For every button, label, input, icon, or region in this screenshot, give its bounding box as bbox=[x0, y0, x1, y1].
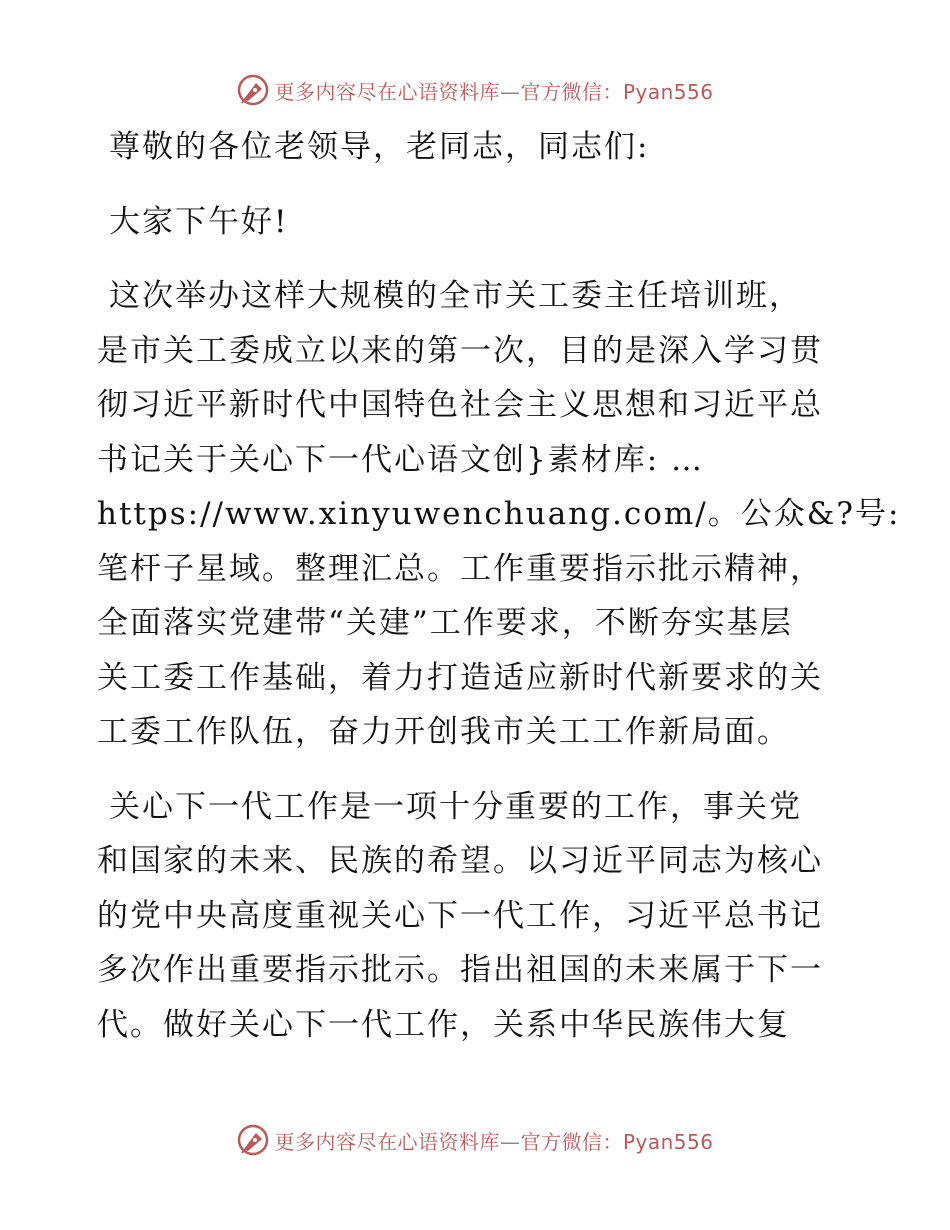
watermark-dash: — bbox=[499, 79, 521, 104]
text-line: 是市关工委成立以来的第一次，目的是深入学习贯 bbox=[97, 332, 823, 369]
watermark-wechat-text: 官方微信：Pyan556 bbox=[520, 1129, 714, 1154]
text-line: 全面落实党建带“关建”工作要求，不断夯实基层 bbox=[97, 605, 793, 641]
watermark-text bbox=[274, 76, 713, 105]
text-line: 工委工作队伍，奋力开创我市关工工作新局面。 bbox=[97, 714, 790, 750]
text-line: 代。做好关心下一代工作，关系中华民族伟大复 bbox=[97, 1006, 790, 1043]
text-line: 大家下午好! bbox=[109, 203, 289, 240]
paragraph-greeting bbox=[97, 195, 857, 250]
text-line-url: https://www.xinyuwenchuang.com/。公众&?号: bbox=[97, 496, 901, 532]
watermark-text bbox=[274, 1126, 713, 1155]
paragraph-training-intro bbox=[97, 269, 901, 760]
watermark-banner-top bbox=[0, 70, 950, 110]
watermark-dash: — bbox=[499, 1129, 521, 1154]
text-line: 尊敬的各位老领导，老同志，同志们: bbox=[109, 129, 650, 165]
document-body bbox=[97, 120, 901, 1072]
paragraph-importance bbox=[97, 780, 857, 1053]
text-line: 书记关于关心下一代心语文创}素材库: … bbox=[97, 441, 705, 478]
watermark-banner-bottom bbox=[0, 1120, 950, 1160]
pen-nib-logo-icon bbox=[236, 1123, 270, 1157]
text-line: 多次作出重要指示批示。指出祖国的未来属于下一 bbox=[97, 952, 823, 988]
paragraph-salutation bbox=[97, 120, 857, 175]
text-line: 这次举办这样大规模的全市关工委主任培训班， bbox=[109, 278, 802, 314]
text-line: 和国家的未来、民族的希望。以习近平同志为核心 bbox=[97, 843, 823, 879]
text-line: 笔杆子星域。整理汇总。工作重要指示批示精神， bbox=[97, 550, 823, 587]
text-line: 的党中央高度重视关心下一代工作，习近平总书记 bbox=[97, 897, 823, 934]
text-line: 关心下一代工作是一项十分重要的工作，事关党 bbox=[109, 788, 802, 825]
pen-nib-logo-icon bbox=[236, 73, 270, 107]
watermark-main-text: 更多内容尽在心语资料库 bbox=[274, 79, 500, 104]
watermark-wechat-text: 官方微信：Pyan556 bbox=[520, 79, 714, 104]
text-line: 彻习近平新时代中国特色社会主义思想和习近平总 bbox=[97, 387, 823, 423]
watermark-main-text: 更多内容尽在心语资料库 bbox=[274, 1129, 500, 1154]
text-line: 关工委工作基础，着力打造适应新时代新要求的关 bbox=[97, 659, 823, 696]
